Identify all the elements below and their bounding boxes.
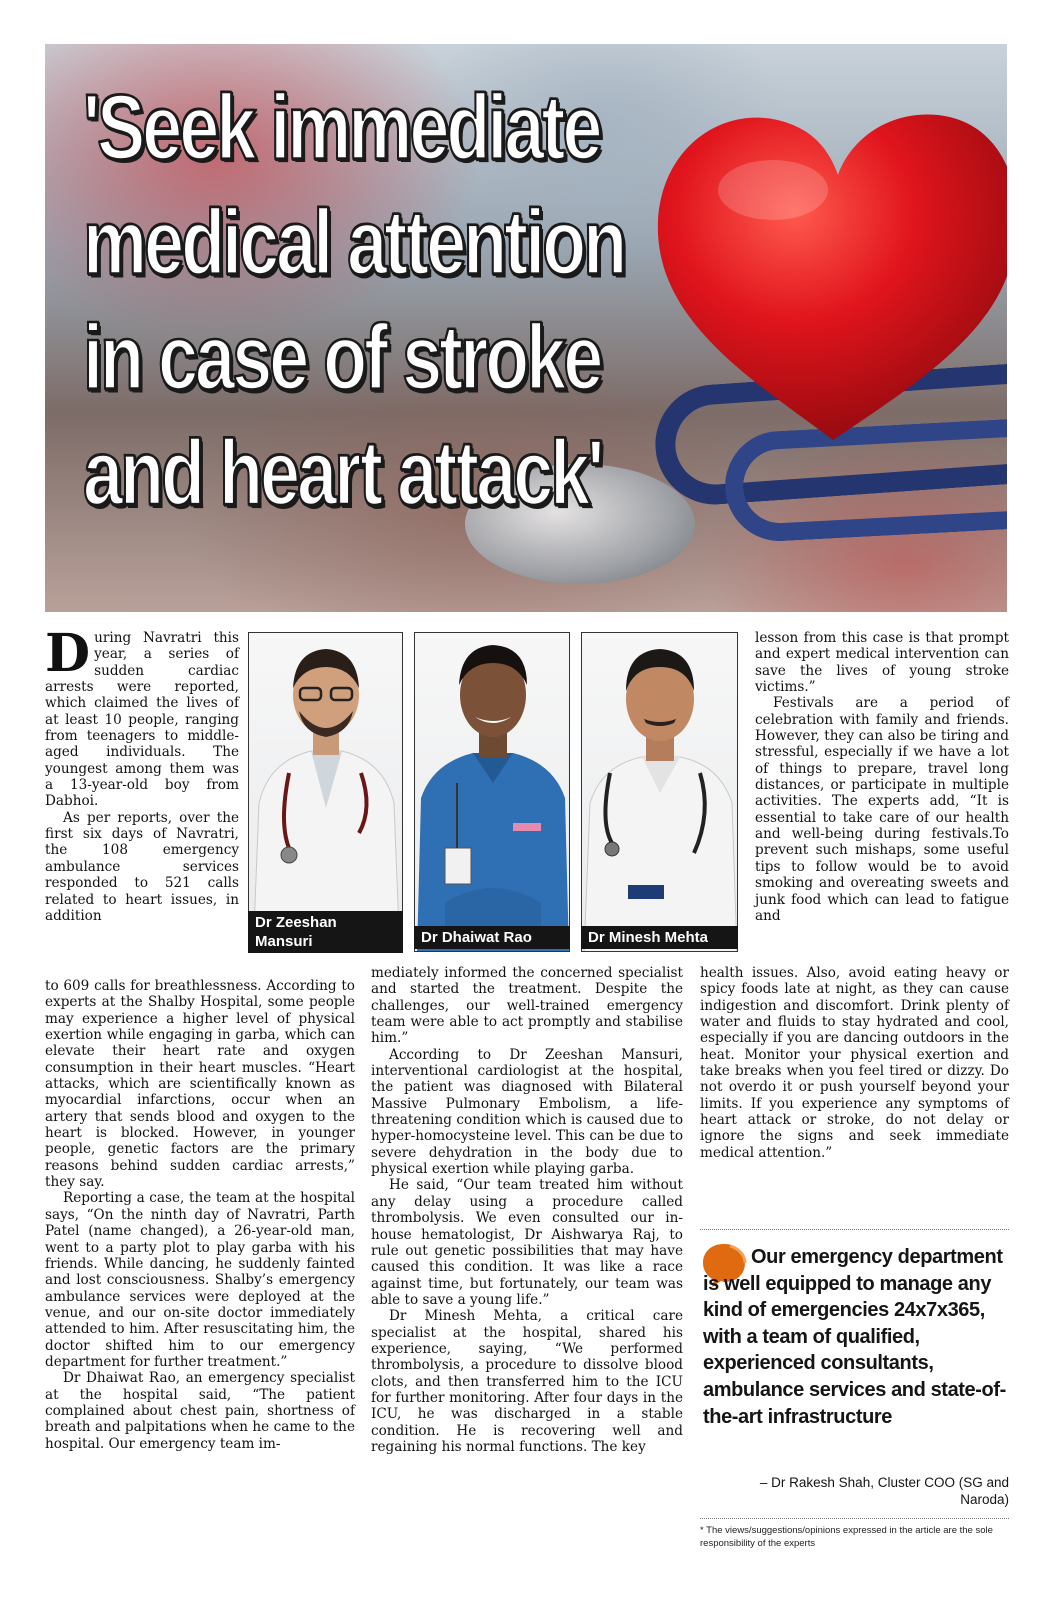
photo-caption: Dr Minesh Mehta	[581, 926, 738, 949]
article-paragraph: lesson from this case is that prompt and expert medical intervention can save the lives of young stroke victims.”	[755, 630, 1009, 696]
drop-cap: D	[45, 623, 91, 684]
doctor-portrait	[582, 633, 738, 952]
doctor-portrait	[415, 633, 570, 952]
attribution-line: Naroda)	[960, 1492, 1009, 1507]
photo-caption	[248, 911, 403, 953]
divider	[700, 1518, 1009, 1519]
headline	[83, 70, 663, 531]
article-column-3-bottom	[700, 965, 1009, 1161]
doctor-photo-minesh-mehta	[581, 632, 738, 952]
doctor-photo-dhaiwat-rao	[414, 632, 570, 952]
pull-quote-text: Our emergency department is well equipped to manage any kind of emergencies 24x7x365, with a team of qualified, experienced consultants, ambulance services and state-of-the-art infrastructure	[703, 1246, 1006, 1428]
doctor-portrait	[249, 633, 403, 929]
article-paragraph: mediately informed the concerned specialist and started the treatment. Despite the challenges, our well-trained emergency team were able to act promptly and stabilise him.”	[371, 965, 683, 1047]
article-paragraph: Festivals are a period of celebration with family and friends. However, they can also be tiring and stressful, especially if we have a lot of things to prepare, travel long distances, or participate in multiple activities. The experts add, “It is essential to take care of our health and well-being during festivals.To prevent such mishaps, some useful tips to follow would be to avoid smoking and overeating sweets and junk food which can lead to fatigue and	[755, 695, 1009, 924]
article-paragraph: According to Dr Zeeshan Mansuri, interventional cardiologist at the hospital, the patient was diagnosed with Bilateral Massive Pulmonary Embolism, a life-threatening condition which is caused due to hyper-homocysteine level. This can be due to severe dehydration in the body due to physical exertion while playing garba.	[371, 1046, 683, 1178]
article-column-1-bottom	[45, 978, 355, 1452]
caption-line: Dr Zeeshan	[255, 914, 337, 931]
pull-quote-attribution	[700, 1474, 1009, 1508]
doctor-photo-zeeshan-mansuri	[248, 632, 403, 929]
article-column-2	[371, 965, 683, 1455]
hero-image	[45, 44, 1007, 612]
article-paragraph: Dr Dhaiwat Rao, an emergency specialist at the hospital said, “The patient complained about chest pain, shortness of breath and palpitations when he came to the hospital. Our emergency team im-	[45, 1370, 355, 1452]
article-paragraph: to 609 calls for breathlessness. According to experts at the Shalby Hospital, some people may experience a higher level of physical exertion while engaging in garba, which can elevate their heart rate and oxygen consumption in their heart muscles. “Heart attacks, which are scientifically known as myocardial infarctions, occur when an artery that sends blood and oxygen to the heart is blocked. However, in younger people, genetic factors are the primary reasons behind sudden cardiac arrests,” they say.	[45, 978, 355, 1191]
article-paragraph: Dr Minesh Mehta, a critical care specialist at the hospital, shared his experience, saying, “We performed thrombolysis, a procedure to dissolve blood clots, and then transferred him to the ICU for further monitoring. After four days in the ICU, he was discharged in a stable condition. He is recovering well and regaining his normal functions. The key	[371, 1308, 683, 1455]
photo-caption: Dr Dhaiwat Rao	[414, 926, 570, 949]
caption-line: Mansuri	[255, 933, 313, 950]
article-paragraph: He said, “Our team treated him without any delay using a procedure called thrombolysis. We even consulted our in-house hematologist, Dr Aishwarya Raj, to rule out genetic possibilities that may have caused this condition. It was like a race against time, but fortunately, our team was able to save a young life.”	[371, 1177, 683, 1308]
attribution-line: – Dr Rakesh Shah, Cluster COO (SG and	[759, 1475, 1009, 1490]
heart-icon	[633, 80, 1007, 460]
article-paragraph: Reporting a case, the team at the hospital says, “On the ninth day of Navratri, Parth Patel (name changed), a 26-year-old man, went to a party plot to play garba with his friends. While dancing, he suddenly fainted and lost consciousness. Shalby’s emergency ambulance services were deployed at the venue, and our on-site doctor immediately attended to him. After resuscitating him, the doctor shifted him to our emergency department for further treatment.”	[45, 1190, 355, 1370]
article-paragraph: health issues. Also, avoid eating heavy or spicy foods late at night, as they can cause indigestion and discomfort. Drink plenty of water and fluids to stay hydrated and cool, especially if you are dancing outdoors in the heat. Monitor your physical exertion and take breaks when you feel tired or dizzy. Do not overdo it or push yourself beyond your limits. If you experience any symptoms of heart attack or stroke, do not delay or ignore the signs and seek immediate medical attention.”	[700, 965, 1009, 1161]
article-paragraph: As per reports, over the first six days of Navratri, the 108 emergency ambulance services responded to 521 calls related to heart issues, in addition	[45, 809, 239, 924]
article-column-1-top	[45, 623, 239, 924]
headline-line-3: in case of stroke	[83, 306, 601, 410]
disclaimer: * The views/suggestions/opinions expressed in the article are the sole responsibility of the experts	[700, 1525, 993, 1549]
article-text: uring Navratri this year, a series of sudden cardiac arrests were reported, which claimed the lives of at least 10 people, ranging from teenagers to middle-aged individuals. The youngest among them was a 13-year-old boy from Dabhoi.	[45, 630, 239, 810]
headline-line-2: medical attention	[83, 191, 625, 294]
headline-line-1: 'Seek immediate	[83, 76, 600, 179]
pull-quote	[703, 1244, 1009, 1430]
headline-line-4: and heart attack'	[83, 422, 602, 525]
article-column-3-top	[755, 630, 1009, 924]
article-paragraph	[45, 623, 239, 810]
divider	[700, 1229, 1009, 1230]
